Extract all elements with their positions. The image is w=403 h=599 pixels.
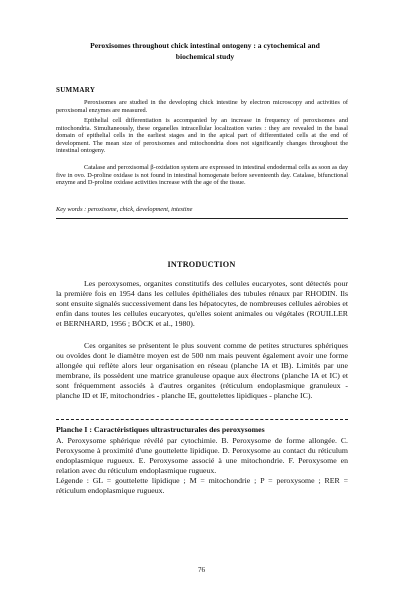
introduction-heading: INTRODUCTION (167, 260, 236, 269)
summary-text-2: Epithelial cell differentiation is accompanied by an increase in frequency of peroxisomes and mitochondria. Simultaneously, these organelles intracellular localization varies : they are revealed in the basal domain of epithelial cells in the earliest stages and in the apical part of differentiated cells at the end of development. The mean size of peroxisomes and mitochondria does not significantly changes throughout the intestinal ontogeny. (56, 117, 348, 155)
caption-divider (56, 419, 348, 420)
title-line-2: biochemical study (175, 51, 235, 61)
title-line-1: Peroxisomes throughout chick intestinal ontogeny : a cytochemical and (90, 41, 320, 50)
summary-text-3: Catalase and peroxisomal β-oxidation system are expressed in intestinal endodermal cells as soon as day five in ovo. D-proline oxidase is not found in intestinal homogenate before seventeenth day. Catalase, bifunctional enzyme and D-proline oxidase activities increase with the age of the tissue. (56, 164, 348, 187)
summary-text-1: Peroxisomes are studied in the developing chick intestine by electron microscopy and activities of peroxisomal enzymes are measured. (56, 99, 348, 114)
plate-caption-body: A. Peroxysome sphérique révélé par cytochimie. B. Peroxysome de forme allongée. C. Peroxysome à proximité d'une gouttelette lipidique. D. Peroxysome au contact du réticulum endoplasmique rugueux. E. Peroxysome associé à une mitochondrie. F. Peroxysome en relation avec du réticulum endoplasmique rugueux. (56, 436, 348, 475)
summary-heading: SUMMARY (56, 86, 96, 94)
plate-caption-legend: Légende : GL = gouttelette lipidique ; M = mitochondrie ; P = peroxysome ; RER = réticulum endoplasmique rugueux. (56, 475, 348, 495)
intro-text-1: Les peroxysomes, organites constitutifs des cellules eucaryotes, sont détectés pour la première fois en 1954 dans les cellules épithéliales des tubules rénaux par RHODIN. Ils sont ensuite signalés successivement dans les hépatocytes, de nombreuses cellules aérobies et enfin dans toutes les cellules eucaryotes, qu'elles soient animales ou végétales (ROUILLER et BERNHARD, 1956 ; BÖCK et al., 1980). (56, 279, 348, 328)
intro-paragraph-1 (56, 279, 348, 329)
summary-paragraph-3 (56, 164, 348, 187)
summary-divider (56, 218, 348, 219)
keywords: Key words : peroxisome, chick, development, intestine (56, 206, 193, 213)
intro-text-2: Ces organites se présentent le plus souvent comme de petites structures sphériques ou ovoïdes dont le diamètre moyen est de 500 nm mais peuvent également avoir une forme allongée qui reflète alors leur organisation en réseau (planche IA et IB). Limités par une membrane, ils possèdent une matrice granuleuse opaque aux électrons (planche IA et IC) et sont fréquemment associés à d'autres organites (réticulum endoplasmique granuleux - planche ID et IF, mitochondries - planche IE, gouttelettes lipidiques - planche IC). (56, 341, 348, 400)
plate-caption-title: Planche I : Caractéristiques ultrastructurales des peroxysomes (56, 425, 265, 434)
intro-paragraph-2 (56, 341, 348, 400)
summary-paragraph-1 (56, 99, 348, 114)
page-number: 76 (198, 566, 205, 574)
paper-title (60, 41, 350, 62)
summary-paragraph-2 (56, 117, 348, 155)
plate-caption (56, 436, 348, 495)
